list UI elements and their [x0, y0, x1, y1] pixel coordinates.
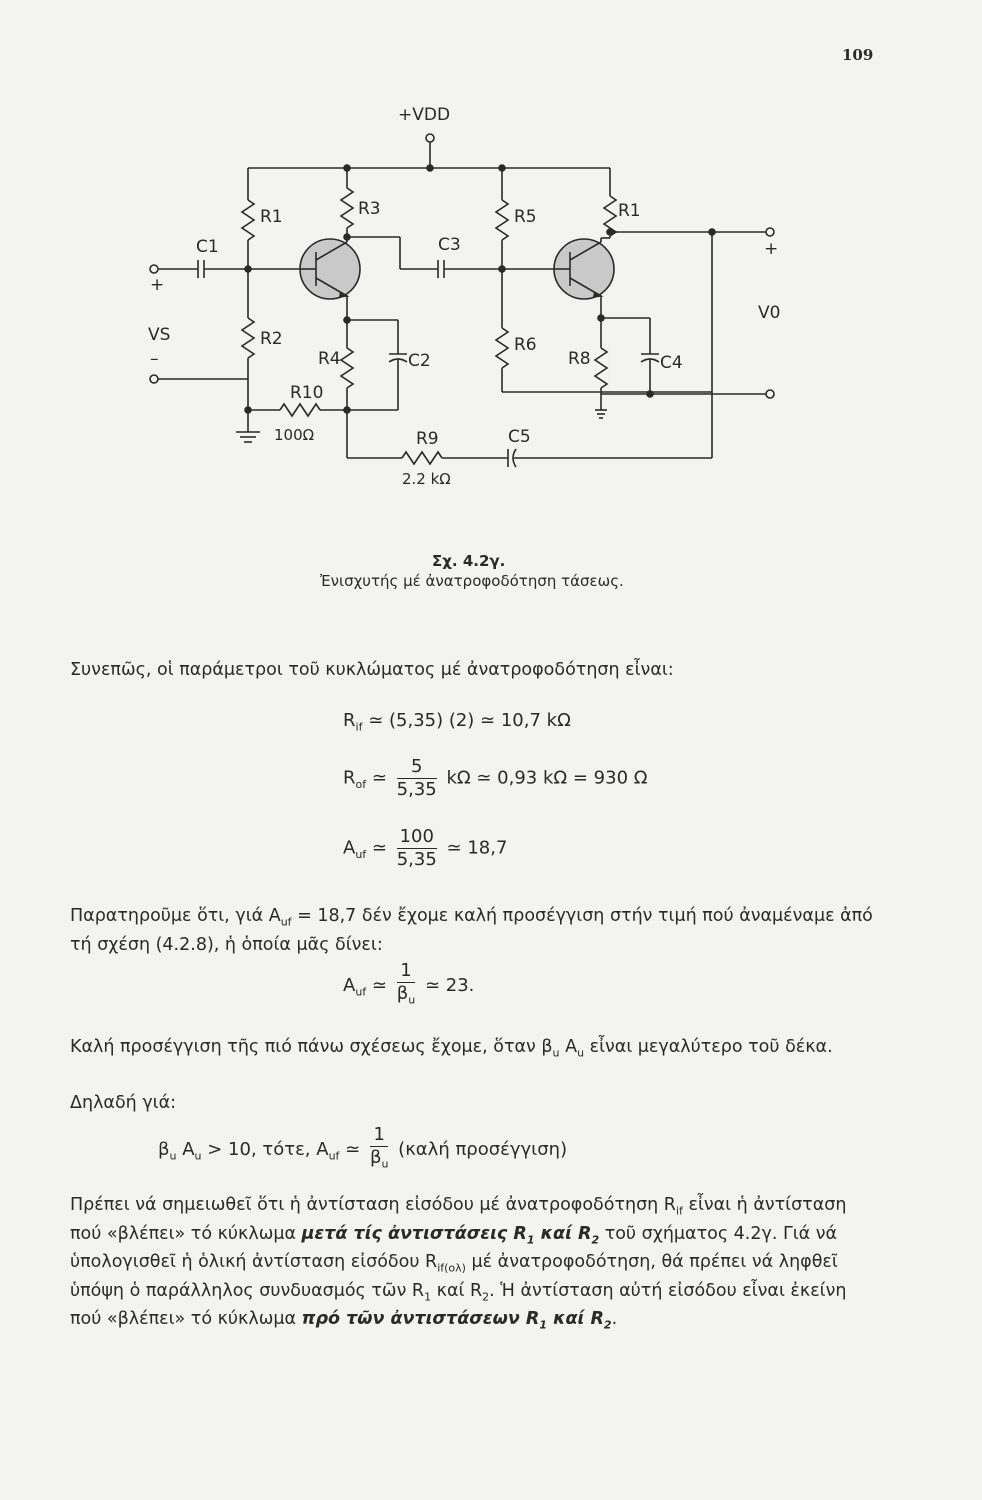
- label-r8: R8: [568, 349, 591, 369]
- label-r4: R4: [318, 349, 341, 369]
- figure-caption-number: Σχ. 4.2γ.: [432, 552, 506, 570]
- output-terminal-minus: [766, 390, 774, 398]
- label-c2: C2: [408, 351, 431, 371]
- resistor-r9: [402, 452, 442, 464]
- input-terminal-minus: [150, 375, 158, 383]
- label-c5: C5: [508, 427, 531, 447]
- label-minus-in: –: [150, 349, 159, 369]
- label-c1: C1: [196, 237, 219, 257]
- paragraph-1: Συνεπῶς, οἱ παράμετροι τοῦ κυκλώματος μέ ἀνατροφοδότηση εἶναι:: [70, 660, 674, 680]
- resistor-r3: [341, 188, 353, 228]
- label-plus-in: +: [150, 275, 165, 295]
- label-c3: C3: [438, 235, 461, 255]
- label-vs: VS: [148, 325, 171, 345]
- label-r1: R1: [260, 207, 283, 227]
- label-vo: V0: [758, 303, 781, 323]
- paragraph-2: Παρατηροῦμε ὅτι, γιά $A_{uf} = 18,7$ δέν ἔχομε καλή προσέγγιση στήν τιμή πού ἀναμέναμε ἀπό τή σχέση (4.2.8), ἡ ὁποία μᾶς δίνει:: [70, 906, 873, 955]
- equation-condition: $\beta_u$ $A_u > 10$, τότε, $A_{uf}$ ≃ $\frac{1}{\beta_u}$ (καλή προσέγγιση): [158, 1124, 568, 1171]
- label-vdd: +VDD: [398, 105, 451, 125]
- page-number: 109: [842, 46, 874, 64]
- paragraph-4: Δηλαδή γιά:: [70, 1093, 177, 1113]
- figure-caption-text: Ἐνισχυτής μέ ἀνατροφοδότηση τάσεως.: [320, 572, 624, 590]
- resistor-r2: [242, 318, 254, 358]
- resistor-r10: [280, 404, 320, 416]
- resistor-r1: [242, 200, 254, 240]
- label-r6: R6: [514, 335, 537, 355]
- equation-auf: $A_{uf}$ ≃ $\frac{100}{5,35}$ ≃ 18,7: [343, 826, 508, 870]
- input-terminal-plus: [150, 265, 158, 273]
- label-r2: R2: [260, 329, 283, 349]
- label-r9-value: 2.2 kΩ: [402, 470, 451, 488]
- label-r10: R10: [290, 383, 324, 403]
- label-r9: R9: [416, 429, 439, 449]
- resistor-r5: [496, 200, 508, 240]
- label-r10-value: 100Ω: [274, 426, 315, 444]
- resistor-r6: [496, 328, 508, 368]
- resistor-r8: [595, 348, 607, 388]
- label-plus-out: +: [764, 239, 779, 259]
- resistor-r4: [341, 348, 353, 388]
- equation-auf-approx: $A_{uf}$ ≃ $\frac{1}{\beta_u}$ ≃ 23.: [343, 960, 475, 1007]
- circuit-figure: [140, 92, 800, 512]
- paragraph-3: Καλή προσέγγιση τῆς πιό πάνω σχέσεως ἔχομε, ὅταν $\beta_u$ $A_u$ εἶναι μεγαλύτερο τοῦ δέκα.: [70, 1037, 833, 1060]
- label-r5: R5: [514, 207, 537, 227]
- label-r3: R3: [358, 199, 381, 219]
- label-r7: R1: [618, 201, 641, 221]
- vdd-terminal: [426, 134, 434, 142]
- equation-rif: $R_{if}$ ≃ (5,35) (2) ≃ 10,7 kΩ: [343, 710, 571, 734]
- label-c4: C4: [660, 353, 683, 373]
- equation-rof: $R_{of}$ ≃ $\frac{5}{5,35}$ kΩ ≃ 0,93 kΩ = 930 Ω: [343, 756, 648, 800]
- output-terminal-plus: [766, 228, 774, 236]
- paragraph-5: Πρέπει νά σημειωθεῖ ὅτι ἡ ἀντίσταση εἰσόδου μέ ἀνατροφοδότηση $R_{if}$ εἶναι ἡ ἀντίσταση πού «βλέπει» τό κύκλωμα μετά τίς ἀντιστάσεις $R_1$ καί $R_2$ τοῦ σχήματος 4.2γ. Γιά νά ὑπολογισθεῖ ἡ ὁλική ἀντίσταση εἰσόδου $R_{if(o\lambda)}$ μέ ἀνατροφοδότηση, θά πρέπει νά ληφθεῖ ὑπόψη ὁ παράλληλος συνδυασμός τῶν $R_1$ καί $R_2$. Ἡ ἀντίσταση αὐτή εἰσόδου εἶναι ἐκείνη πού «βλέπει» τό κύκλωμα πρό τῶν ἀντιστάσεων $R_1$ καί $R_2$.: [70, 1195, 847, 1332]
